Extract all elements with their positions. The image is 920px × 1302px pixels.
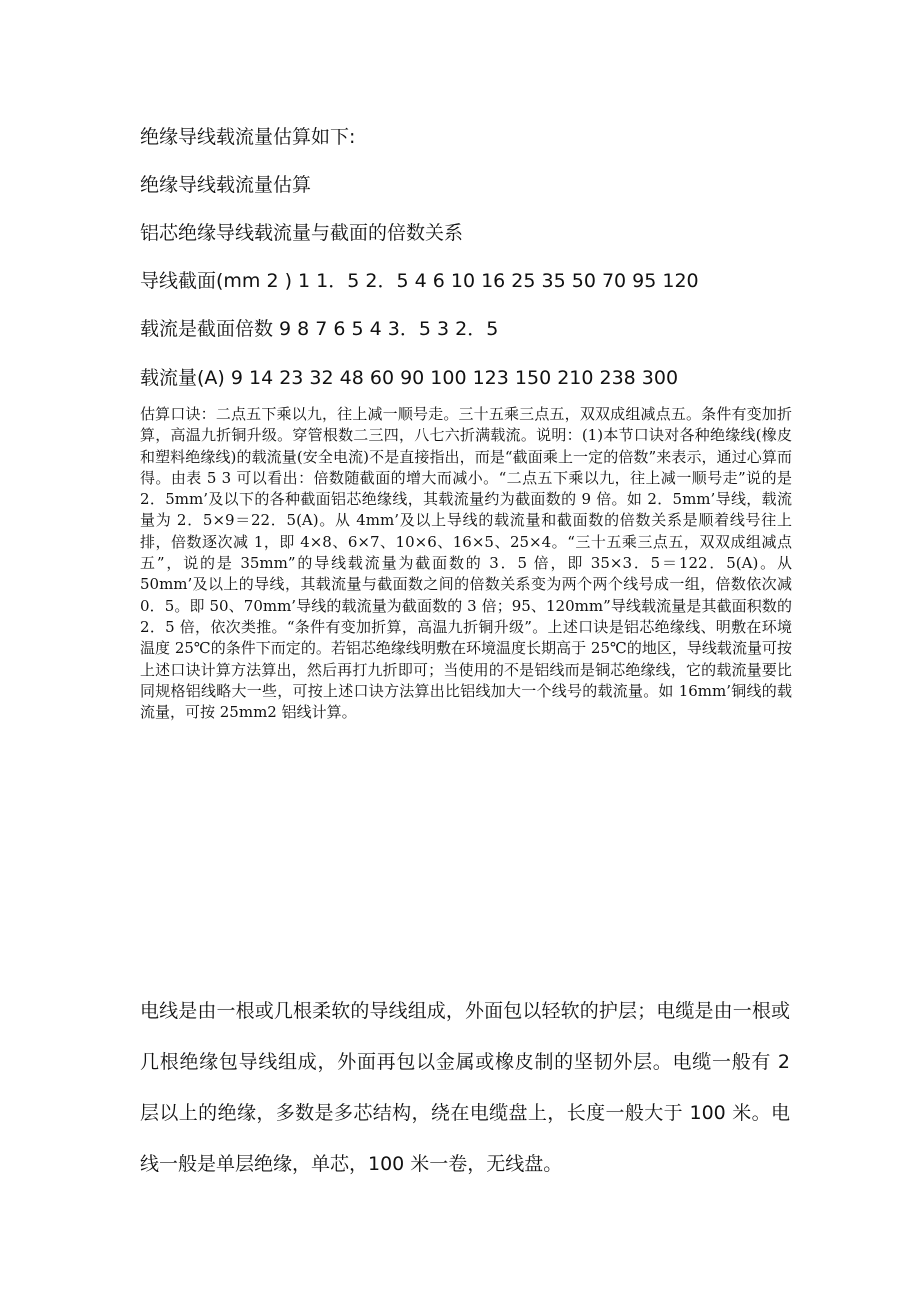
explanation-paragraph: 估算口诀：二点五下乘以九，往上减一顺号走。三十五乘三点五，双双成组减点五。条件有变加折算，高温九折铜升级。穿管根数二三四，八七六折满载流。说明：(1)本节口诀对各种绝缘线(橡皮和塑料绝缘线)的载流量(安全电流)不是直接指出，而是“截面乘上一定的倍数”来表示，通过心算而得。由表 5 3 可以看出：倍数随截面的增大而减小。“二点五下乘以九，往上减一顺号走”说的是2．5mm’及以下的各种截面铝芯绝缘线，其载流量约为截面数的 9 倍。如 2．5mm’导线，载流量为 2．5×9＝22．5(A)。从 4mm’及以上导线的载流量和截面数的倍数关系是顺着线号往上排，倍数逐次减 1，即 4×8、6×7、10×6、16×5、25×4。“三十五乘三点五，双双成组减点五”，说的是 35mm”的导线载流量为截面数的 3．5 倍，即 35×3．5＝122．5(A)。从 50mm’及以上的导线，其载流量与截面数之间的倍数关系变为两个两个线号成一组，倍数依次减 0．5。即 50、70mm’导线的载流量为截面数的 3 倍；95、120mm”导线载流量是其截面积数的2．5 倍，依次类推。“条件有变加折算，高温九折铜升级”。上述口诀是铝芯绝缘线、明敷在环境温度 25℃的条件下而定的。若铝芯绝缘线明敷在环境温度长期高于 25℃的地区，导线载流量可按上述口诀计算方法算出，然后再打九折即可；当使用的不是铝线而是铜芯绝缘线，它的载流量要比同规格铝线略大一些，可按上述口诀方法算出比铝线加大一个线号的载流量。如 16mm’铜线的载流量，可按 25mm2 铝线计算。	[140, 405, 792, 722]
current-row: 载流量(A) 9 14 23 32 48 60 90 100 123 150 210 238 300	[140, 367, 679, 389]
section-subtitle: 绝缘导线载流量估算	[140, 174, 312, 196]
relation-heading: 铝芯绝缘导线载流量与截面的倍数关系	[140, 222, 464, 244]
page-title: 绝缘导线载流量估算如下:	[140, 126, 356, 148]
cross-section-row: 导线截面(mm 2 ) 1 1．5 2．5 4 6 10 16 25 35 50 70 95 120	[140, 270, 699, 292]
explanation-block	[140, 404, 792, 723]
wire-cable-note	[140, 986, 790, 1190]
multiple-row: 载流是截面倍数 9 8 7 6 5 4 3．5 3 2．5	[140, 318, 499, 340]
wire-cable-paragraph: 电线是由一根或几根柔软的导线组成，外面包以轻软的护层；电缆是由一根或几根绝缘包导线组成，外面再包以金属或橡皮制的坚韧外层。电缆一般有 2 层以上的绝缘，多数是多芯结构，绕在电缆盘上，长度一般大于 100 米。电线一般是单层绝缘，单芯，100 米一卷，无线盘。	[140, 1000, 790, 1175]
